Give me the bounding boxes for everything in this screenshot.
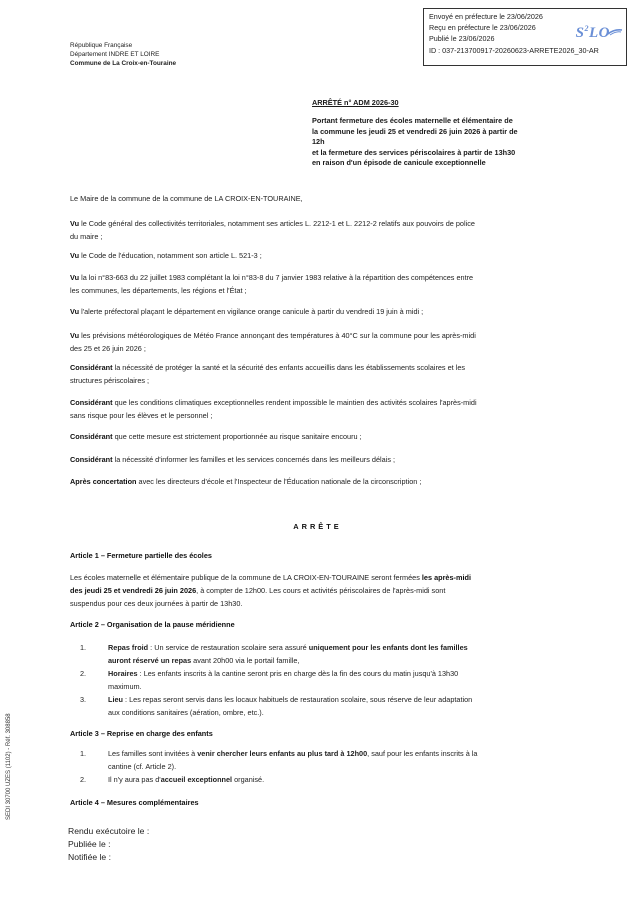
visa-text-cont: du maire ; — [70, 231, 103, 241]
considerant-item — [70, 397, 570, 423]
s2lo-logo: $S^2LO$ — [575, 24, 610, 41]
item-text: organisé. — [232, 775, 265, 784]
list-number: 1. — [80, 749, 87, 758]
prefecture-stamp — [423, 8, 627, 66]
article-1-bold: des jeudi 25 et vendredi 26 juin 2026 — [70, 585, 197, 595]
considerant-lead: Considérant — [70, 363, 113, 372]
stamp-received-date: Reçu en préfecture le 23/06/2026 — [429, 23, 536, 33]
item-lead: Repas froid — [108, 643, 149, 652]
considerant-item — [70, 362, 570, 388]
concertation-text: avec les directeurs d'école et l'Inspecteur de l'Éducation nationale de la circonscription ; — [136, 477, 422, 486]
item-text: avant 20h00 via le portail famille, — [191, 655, 300, 665]
arrete-heading: ARRÊTE — [293, 522, 342, 531]
list-item — [80, 668, 560, 694]
item-text: : Les repas seront servis dans les locaux habituels de restauration scolaire, sous réserve de leur adaptation — [123, 695, 473, 704]
article-3-title: Article 3 – Reprise en charge des enfants — [70, 729, 213, 738]
footer-executoire: Rendu exécutoire le : — [68, 826, 150, 836]
considerant-lead: Considérant — [70, 398, 113, 407]
subject-line: en raison d'un épisode de canicule exceptionnelle — [312, 158, 486, 167]
visa-text: la loi n°83-663 du 22 juillet 1983 complétant la loi n°83-8 du 7 janvier 1983 relative à la répartition des compétences entre — [79, 273, 474, 282]
considerant-item — [70, 431, 570, 444]
visa-text: l'alerte préfectoral plaçant le département en vigilance orange canicule à partir du vendredi 19 juin à midi ; — [79, 307, 424, 316]
visa-item — [70, 218, 570, 244]
considerant-text: la nécessité d'informer les familles et les services concernés dans les meilleurs délais ; — [112, 455, 396, 464]
item-text: Les familles sont invitées à — [108, 749, 198, 758]
visa-lead: Vu — [70, 219, 80, 228]
item-lead: Horaires — [108, 669, 138, 678]
considerant-text: que cette mesure est strictement proportionnée au risque sanitaire encouru ; — [112, 432, 362, 441]
header-country: République Française — [70, 42, 133, 49]
footer-block — [68, 825, 149, 865]
list-item — [80, 748, 560, 774]
article-4-title: Article 4 – Mesures complémentaires — [70, 798, 199, 807]
visa-lead: Vu — [70, 331, 80, 340]
visa-item — [70, 306, 570, 319]
visa-lead: Vu — [70, 273, 80, 282]
article-1-text: suspendus pour ces deux journées à partir de 13h30. — [70, 598, 243, 608]
item-text: cantine (cf. Article 2). — [108, 761, 177, 771]
article-2-title: Article 2 – Organisation de la pause méridienne — [70, 620, 235, 629]
visa-item — [70, 272, 570, 298]
list-item — [80, 694, 560, 720]
item-text: : Les enfants inscrits à la cantine seront pris en charge dès la fin des cours du matin jusqu'à 13h30 — [137, 669, 459, 678]
visa-lead: Vu — [70, 307, 80, 316]
concertation-lead: Après concertation — [70, 477, 137, 486]
subject-line: et la fermeture des services périscolaires à partir de 13h30 — [312, 147, 516, 157]
visa-text: le Code général des collectivités territoriales, notamment ses articles L. 2212-1 et L. 2212-2 relatifs aux pouvoirs de police — [79, 219, 475, 228]
stamp-id: ID : 037-213700917-20260623-ARRETE2026_30-AR — [429, 45, 599, 55]
item-bold: auront réservé un repas — [108, 655, 192, 665]
list-item — [80, 774, 560, 787]
article-1-body — [70, 572, 570, 610]
visa-text: le Code de l'éducation, notamment son article L. 521-3 ; — [79, 251, 262, 260]
article-1-title: Article 1 – Fermeture partielle des écoles — [70, 551, 212, 560]
considerant-item — [70, 454, 570, 467]
visa-text-cont: des 25 et 26 juin 2026 ; — [70, 343, 146, 353]
considerant-text-cont: sans risque pour les élèves et le personnel ; — [70, 410, 213, 420]
visa-lead: Vu — [70, 251, 80, 260]
printer-reference: SEDI 30700 UZES (1102) - Réf. 308858 — [6, 713, 12, 820]
header-commune: Commune de La Croix-en-Touraine — [70, 59, 177, 67]
list-number: 2. — [80, 775, 87, 784]
item-text: , sauf pour les enfants inscrits à la — [367, 749, 478, 758]
list-item — [80, 642, 560, 668]
article-1-text: Les écoles maternelle et élémentaire publique de la commune de LA CROIX-EN-TOURAINE seront fermées — [70, 573, 422, 582]
considerant-lead: Considérant — [70, 432, 113, 441]
visa-item — [70, 330, 570, 356]
list-number: 2. — [80, 669, 87, 678]
item-text: : Un service de restauration scolaire sera assuré — [148, 643, 309, 652]
item-bold: venir chercher leurs enfants au plus tard à 12h00 — [197, 749, 368, 758]
article-1-bold: les après-midi — [421, 573, 471, 582]
visa-text: les prévisions météorologiques de Météo France annonçant des températures à 40°C sur la commune pour les après-midi — [79, 331, 476, 340]
item-text: aux conditions sanitaires (aération, ombre, etc.). — [108, 707, 264, 717]
intro-line: Le Maire de la commune de la commune de LA CROIX-EN-TOURAINE, — [70, 194, 303, 203]
item-bold: uniquement pour les enfants dont les familles — [308, 643, 468, 652]
item-lead: Lieu — [108, 695, 123, 704]
decree-subject — [312, 116, 602, 169]
item-text: maximum. — [108, 681, 142, 691]
considerant-text: que les conditions climatiques exceptionnelles rendent impossible le maintien des activités scolaires l'après-midi — [112, 398, 477, 407]
issuer-header — [70, 42, 176, 69]
subject-line: la commune les jeudi 25 et vendredi 26 juin 2026 à partir de — [312, 126, 518, 136]
article-1-text: , à compter de 12h00. Les cours et activités périscolaires de l'après-midi sont — [196, 585, 446, 595]
list-number: 3. — [80, 695, 87, 704]
visa-text-cont: les communes, les départements, les régions et l'État ; — [70, 285, 247, 295]
stamp-sent-date: Envoyé en préfecture le 23/06/2026 — [429, 12, 543, 21]
considerant-text-cont: structures périscolaires ; — [70, 375, 150, 385]
item-bold: accueil exceptionnel — [160, 775, 233, 784]
swoosh-icon — [607, 28, 623, 36]
considerant-lead: Considérant — [70, 455, 113, 464]
footer-publiee: Publiée le : — [68, 839, 111, 850]
item-text: Il n'y aura pas d' — [108, 775, 161, 784]
header-department: Département INDRE ET LOIRE — [70, 50, 160, 58]
decree-number: ARRÊTÉ n° ADM 2026-30 — [312, 98, 399, 107]
list-number: 1. — [80, 643, 87, 652]
footer-notifiee: Notifiée le : — [68, 852, 111, 863]
subject-line: Portant fermeture des écoles maternelle et élémentaire de — [312, 116, 513, 125]
stamp-published-date: Publié le 23/06/2026 — [429, 34, 495, 44]
subject-line: 12h — [312, 137, 325, 146]
considerant-text: la nécessité de protéger la santé et la sécurité des enfants accueillis dans les établissements scolaires et les — [112, 363, 466, 372]
concertation-item — [70, 476, 570, 489]
visa-item — [70, 250, 570, 263]
